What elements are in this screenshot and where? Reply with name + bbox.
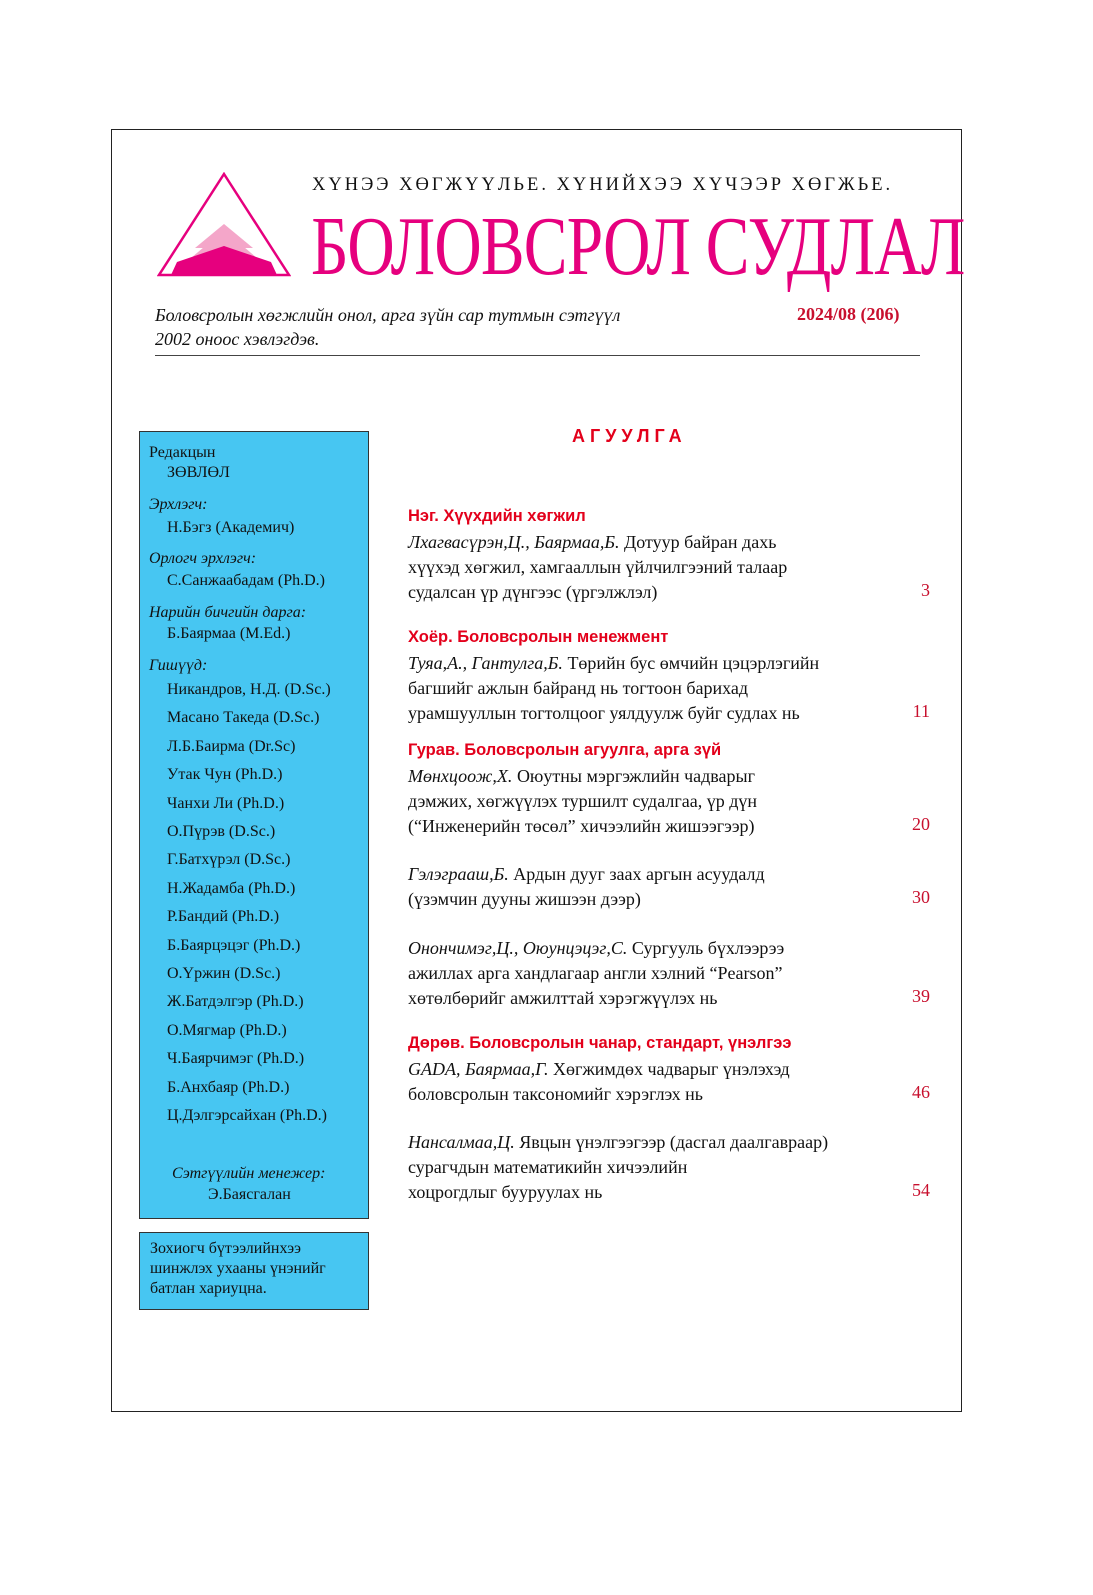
toc-entry-line: судалсан үр дүнгээс (үргэлжлэл): [408, 582, 658, 602]
editorial-board: [139, 431, 369, 1219]
toc-section: Гурав. Боловсролын агуулга, арга зүй: [408, 741, 722, 759]
toc-entry-line: хүүхэд хөгжил, хамгааллын үйлчилгээний талаар: [408, 557, 788, 577]
toc-entry-line: (үзэмчин дууны жишээн дээр): [408, 889, 641, 909]
subtitle-line: Боловсролын хөгжлийн онол, арга зүйн сар тутмын сэтгүүл: [155, 305, 621, 325]
toc-entry-title: Хөгжимдөх чадварыг үнэлэхэд: [548, 1059, 790, 1079]
toc-entry-line: хоцрогдлыг бууруулах нь: [408, 1182, 603, 1202]
toc-entry-line: ажиллах арга хандлагаар англи хэлний “Pearson”: [408, 963, 783, 983]
toc-section: Нэг. Хүүхдийн хөгжил: [408, 507, 586, 525]
toc-entry-authors: Лхагвасүрэн,Ц., Баярмаа,Б.: [408, 532, 620, 552]
motto: ХҮНЭЭ ХӨГЖҮҮЛЬЕ. ХҮНИЙХЭЭ ХҮЧЭЭР ХӨГЖЬЕ.: [312, 175, 894, 195]
toc-entry-authors: Туяа,А., Гантулга,Б.: [408, 653, 563, 673]
board-member: Н.Жадамба (Ph.D.): [167, 879, 296, 897]
toc-entry[interactable]: [408, 651, 888, 726]
board-member: О.Үржин (D.Sc.): [167, 965, 281, 982]
toc-entry-line: (“Инженерийн төсөл” хичээлийн жишээгээр): [408, 816, 755, 836]
board-member: Л.Б.Баирма (Dr.Sc): [167, 737, 296, 755]
board-member: Г.Батхүрэл (D.Sc.): [167, 851, 291, 869]
secretary-name: Б.Баярмаа (M.Ed.): [167, 625, 291, 642]
toc-title: АГУУЛГА: [572, 426, 687, 446]
toc-entry-title: Ардын дууг заах аргын асуудалд: [508, 864, 765, 884]
manager-name: Э.Баясгалан: [208, 1186, 291, 1203]
toc-entry-title: Оюутны мэргэжлийн чадварыг: [512, 766, 755, 786]
board-member: Б.Баярцэцэг (Ph.D.): [167, 936, 301, 954]
toc-page-number: 46: [912, 1082, 930, 1102]
toc-entry-authors: GADA, Баярмаа,Г.: [408, 1059, 549, 1079]
toc-page-number: 30: [912, 887, 930, 907]
toc-entry-authors: Нансалмаа,Ц.: [408, 1132, 515, 1152]
toc-entry-title: Явцын үнэлгээгээр (дасгал даалгавраар): [514, 1132, 829, 1152]
toc-entry-line: [408, 530, 888, 555]
board-heading: Редакцын: [149, 444, 216, 461]
toc-page-number: 20: [912, 814, 930, 834]
toc-section: Дөрөв. Боловсролын чанар, стандарт, үнэлгээ: [408, 1034, 792, 1052]
toc-entry[interactable]: [408, 862, 888, 912]
toc-entry-line: боловсролын таксономийг хэрэглэх нь: [408, 1084, 703, 1104]
toc-entry-line: [408, 651, 888, 676]
disclaimer-line: шинжлэх ухааны үнэнийг: [150, 1260, 326, 1277]
toc-page-number: 3: [921, 580, 930, 600]
journal-title: БОЛОВСРОЛ СУДЛАЛ: [311, 200, 965, 293]
board-member: Масано Такеда (D.Sc.): [167, 709, 320, 727]
toc-entry[interactable]: [408, 530, 888, 605]
toc-entry-authors: Гэлэграаш,Б.: [408, 864, 509, 884]
toc-entry-line: [408, 764, 888, 789]
triangle-logo: [157, 172, 291, 278]
toc-entry-line: сурагчдын математикийн хичээлийн: [408, 1157, 688, 1177]
board-member: Утак Чун (Ph.D.): [167, 766, 283, 784]
toc-entry[interactable]: [408, 936, 888, 1011]
toc-entry[interactable]: [408, 764, 888, 839]
chief-label: Эрхлэгч:: [149, 496, 208, 513]
secretary-label: Нарийн бичгийн дарга:: [149, 604, 307, 621]
toc-entry-line: дэмжих, хөгжүүлэх туршилт судалгаа, үр дүн: [408, 791, 757, 811]
toc-entry-title: Төрийн бус өмчийн цэцэрлэгийн: [562, 653, 820, 673]
toc-entry-line: [408, 1057, 888, 1082]
toc-entry-title: Сургууль бүхлээрээ: [627, 938, 785, 958]
toc-page-number: 54: [912, 1180, 930, 1200]
toc-entry-authors: Мөнхцоож,Х.: [408, 766, 513, 786]
journal-subtitle: [155, 303, 755, 351]
board-member: Ч.Баярчимэг (Ph.D.): [167, 1050, 305, 1068]
toc-entry-line: багшийг ажлын байранд нь тогтоон барихад: [408, 678, 749, 698]
toc-entry-line: [408, 862, 888, 887]
toc-section: Хоёр. Боловсролын менежмент: [408, 628, 669, 646]
manager-label: Сэтгүүлийн менежер:: [172, 1165, 326, 1182]
board-heading: ЗӨВЛӨЛ: [167, 464, 230, 481]
board-member: Ц.Дэлгэрсайхан (Ph.D.): [167, 1107, 327, 1124]
board-member: О.Пүрэв (D.Sc.): [167, 823, 276, 840]
toc-entry-line: хөтөлбөрийг амжилттай хэрэгжүүлэх нь: [408, 988, 718, 1008]
toc-entry-line: [408, 936, 888, 961]
disclaimer-box: [139, 1232, 369, 1310]
members-label: Гишүүд:: [149, 657, 208, 674]
toc-entry-authors: Онончимэг,Ц., Оюунцэцэг,С.: [408, 938, 628, 958]
board-member: Никандров, Н.Д. (D.Sc.): [167, 681, 331, 698]
board-member: Ж.Батдэлгэр (Ph.D.): [167, 993, 304, 1011]
board-member: Б.Анхбаяр (Ph.D.): [167, 1078, 290, 1096]
toc-entry-line: [408, 1130, 888, 1155]
deputy-label: Орлогч эрхлэгч:: [149, 550, 257, 567]
board-member: Чанхи Ли (Ph.D.): [167, 794, 285, 812]
toc-entry-title: Дотуур байран дахь: [619, 532, 777, 552]
board-member: Р.Бандий (Ph.D.): [167, 908, 280, 926]
chief-name: Н.Бэгз (Академич): [167, 519, 295, 536]
toc-entry[interactable]: [408, 1130, 888, 1205]
toc-entry-line: урамшууллын тогтолцоог уялдуулж буйг судлах нь: [408, 703, 800, 723]
disclaimer-line: батлан хариуцна.: [150, 1280, 267, 1297]
toc-page-number: 11: [912, 701, 930, 721]
toc-entry[interactable]: [408, 1057, 888, 1107]
deputy-name: С.Санжаабадам (Ph.D.): [167, 572, 325, 589]
disclaimer-line: Зохиогч бүтээлийнхээ: [150, 1240, 301, 1257]
board-member: О.Мягмар (Ph.D.): [167, 1021, 287, 1039]
subtitle-line: 2002 оноос хэвлэгдэв.: [155, 329, 320, 349]
issue-number: 2024/08 (206): [797, 304, 900, 324]
toc-page-number: 39: [912, 986, 930, 1006]
header-divider: [155, 355, 920, 356]
